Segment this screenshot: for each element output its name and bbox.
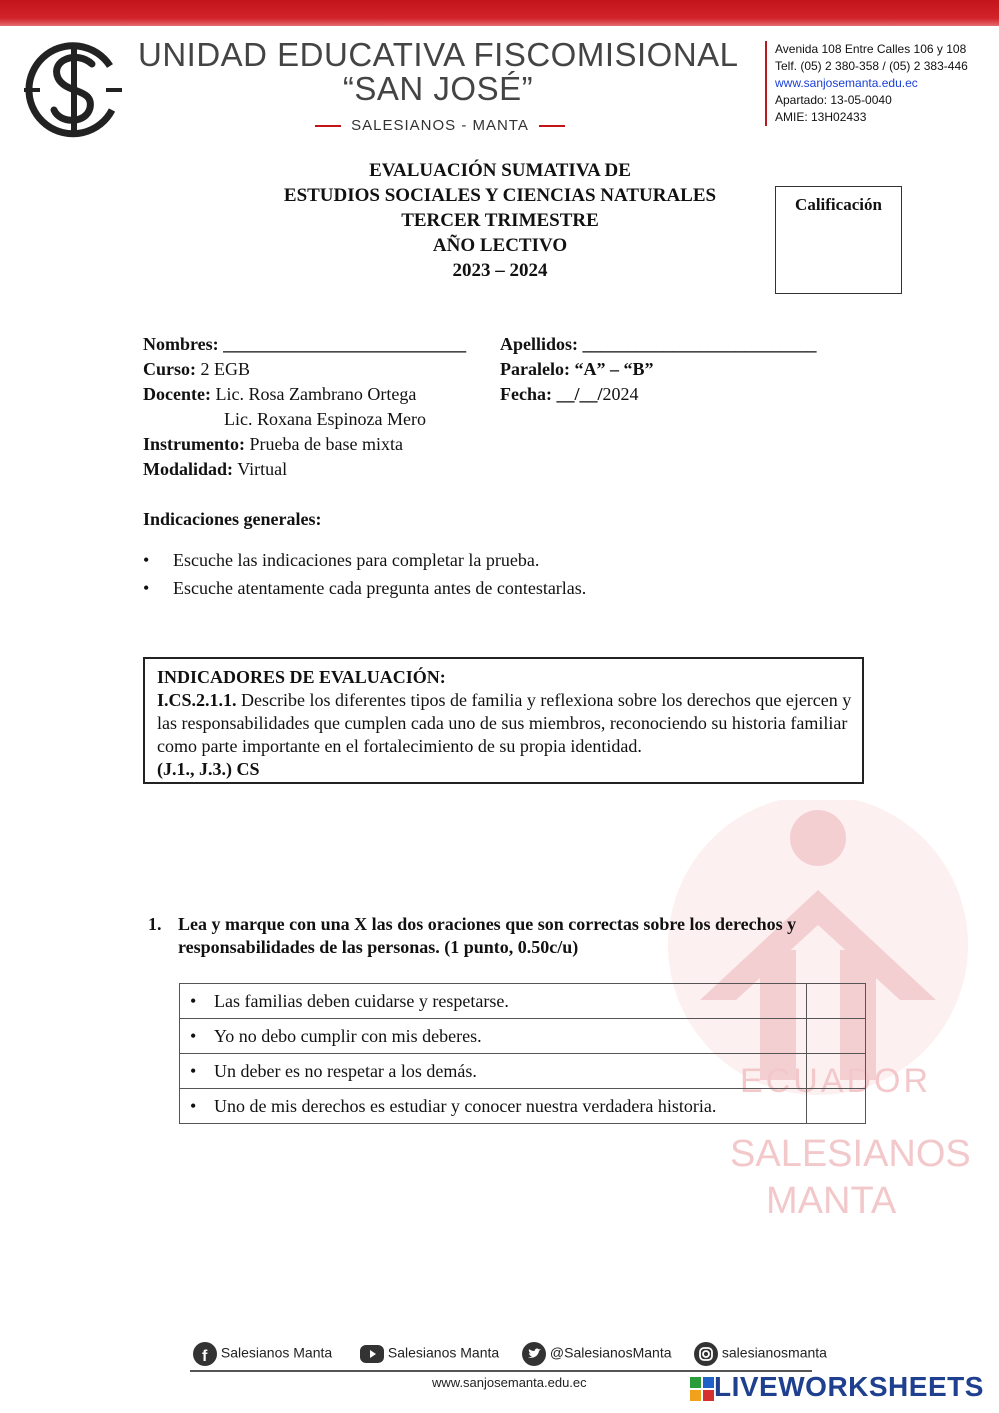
indicator-text: Describe los diferentes tipos de familia y reflexiona sobre los derechos que ejercen y las responsabilidades que cumplen cada uno de sus miembros, reconociendo su historia familiar como parte importante en el fortalecimiento de su propia identidad. [157, 690, 852, 756]
curso-row [143, 357, 250, 382]
footer-youtube[interactable] [360, 1342, 499, 1366]
grade-box-label: Calificación [795, 195, 882, 214]
footer-facebook[interactable] [193, 1342, 332, 1366]
instructions-heading-text: Indicaciones generales: [143, 509, 322, 529]
indicators-body [157, 689, 855, 758]
watermark-text-manta: MANTA [766, 1180, 897, 1222]
liveworksheets-icon [690, 1377, 714, 1401]
instagram-icon [694, 1342, 718, 1366]
footer-website-link[interactable]: www.sanjosemanta.edu.ec [432, 1375, 587, 1390]
question-1-text: Lea y marque con una X las dos oraciones que son correctas sobre los derechos y responsabilidades de las personas. (1 punto, 0.50c/u) [178, 914, 797, 957]
modalidad-label: Modalidad: [143, 459, 234, 479]
watermark-text-salesianos: SALESIANOS [730, 1133, 971, 1175]
nombres-blank[interactable]: ___________________________ [223, 334, 467, 354]
instruction-item-1: • Escuche las indicaciones para completar la prueba. [143, 547, 586, 575]
instructions-list [143, 547, 586, 603]
curso-label: Curso: [143, 359, 196, 379]
option-cell [180, 1054, 807, 1089]
option-checkbox-2[interactable] [807, 1019, 866, 1054]
indicators-box [143, 657, 864, 784]
contact-block [765, 41, 968, 126]
school-name-line1: UNIDAD EDUCATIVA FISCOMISIONAL [138, 36, 739, 73]
option-cell [180, 984, 807, 1019]
watermark-text-ecuador: ECUADOR [740, 1062, 932, 1100]
option-text-1: Las familias deben cuidarse y respetarse. [214, 990, 509, 1011]
instructions-heading [143, 507, 321, 532]
paralelo-value: “A” – “B” [574, 359, 654, 379]
top-color-band [0, 0, 999, 26]
school-tagline [300, 117, 580, 134]
docente-label: Docente: [143, 384, 211, 404]
curso-value: 2 EGB [200, 359, 250, 379]
indicator-code: I.CS.2.1.1. [157, 690, 237, 710]
nombres-label: Nombres: [143, 334, 219, 354]
watermark-head-circle [790, 810, 846, 866]
docente-value1: Lic. Rosa Zambrano Ortega [215, 384, 417, 404]
table-row [180, 1054, 866, 1089]
tagline-text: SALESIANOS - MANTA [351, 117, 529, 134]
option-checkbox-1[interactable] [807, 984, 866, 1019]
instrumento-value: Prueba de base mixta [249, 434, 403, 454]
bullet-icon: • [190, 1095, 197, 1116]
table-row [180, 1019, 866, 1054]
tagline-right-dash [539, 125, 565, 127]
option-checkbox-3[interactable] [807, 1054, 866, 1089]
instrumento-label: Instrumento: [143, 434, 245, 454]
exam-title-line5: 2023 – 2024 [452, 260, 548, 281]
option-cell [180, 1019, 807, 1054]
exam-title-line2: ESTUDIOS SOCIALES Y CIENCIAS NATURALES [283, 185, 717, 206]
exam-title-line1: EVALUACIÓN SUMATIVA DE [369, 160, 631, 181]
question-1-options-table [179, 983, 866, 1124]
svg-text:f: f [202, 1348, 208, 1365]
apellidos-label: Apellidos: [500, 334, 579, 354]
contact-po-box: Apartado: 13-05-0040 [775, 93, 892, 107]
bullet-icon: • [190, 1025, 197, 1046]
nombres-row[interactable] [143, 332, 466, 357]
table-row [180, 1089, 866, 1124]
modalidad-value: Virtual [237, 459, 288, 479]
option-checkbox-4[interactable] [807, 1089, 866, 1124]
contact-amie: AMIE: 13H02433 [775, 110, 867, 124]
facebook-icon [193, 1342, 217, 1366]
twitter-icon [522, 1342, 546, 1366]
option-text-3: Un deber es no respetar a los demás. [214, 1060, 477, 1081]
footer-twitter-text: @SalesianosManta [549, 1344, 672, 1361]
option-text-2: Yo no debo cumplir con mis deberes. [214, 1025, 482, 1046]
docente-value2: Lic. Roxana Espinoza Mero [224, 409, 426, 429]
school-name-line2: “SAN JOSÉ” [342, 70, 534, 107]
apellidos-blank[interactable]: __________________________ [582, 334, 817, 354]
docente-row [143, 382, 416, 407]
school-logo-icon [22, 38, 124, 140]
tagline-left-dash [315, 125, 341, 127]
fecha-label: Fecha: [500, 384, 552, 404]
question-1-number: 1. [148, 914, 162, 934]
youtube-icon [360, 1342, 384, 1366]
fecha-blank[interactable]: __/__/ [556, 384, 603, 404]
fecha-row[interactable] [500, 382, 639, 407]
footer-twitter[interactable] [522, 1342, 672, 1366]
exam-title [200, 158, 800, 283]
liveworksheets-text: LIVEWORKSHEETS [714, 1371, 984, 1402]
apellidos-row[interactable] [500, 332, 817, 357]
grade-box[interactable] [775, 186, 902, 294]
table-row [180, 984, 866, 1019]
option-text-4: Uno de mis derechos es estudiar y conocer nuestra verdadera historia. [214, 1095, 717, 1116]
contact-address: Avenida 108 Entre Calles 106 y 108 [775, 42, 967, 56]
footer-facebook-text: Salesianos Manta [220, 1344, 333, 1361]
bullet-icon: • [190, 990, 197, 1011]
instruction-item-2: • Escuche atentamente cada pregunta antes de contestarlas. [143, 575, 586, 603]
paralelo-row [500, 357, 654, 382]
indicators-heading: INDICADORES DE EVALUACIÓN: [157, 667, 446, 687]
modalidad-row [143, 457, 287, 482]
footer-instagram-text: salesianosmanta [721, 1344, 827, 1361]
contact-phone: Telf. (05) 2 380-358 / (05) 2 383-446 [775, 59, 968, 73]
indicator-refs: (J.1., J.3.) CS [157, 759, 260, 779]
bullet-icon: • [190, 1060, 197, 1081]
contact-website-link[interactable]: www.sanjosemanta.edu.ec [775, 76, 918, 90]
footer-youtube-text: Salesianos Manta [387, 1344, 500, 1361]
footer-instagram[interactable] [694, 1342, 827, 1366]
fecha-year: 2024 [602, 384, 639, 404]
option-cell [180, 1089, 807, 1124]
instrumento-row [143, 432, 403, 457]
exam-title-line3: TERCER TRIMESTRE [401, 210, 599, 231]
liveworksheets-brand[interactable] [690, 1371, 984, 1403]
paralelo-label: Paralelo: [500, 359, 570, 379]
exam-title-line4: AÑO LECTIVO [432, 235, 568, 256]
